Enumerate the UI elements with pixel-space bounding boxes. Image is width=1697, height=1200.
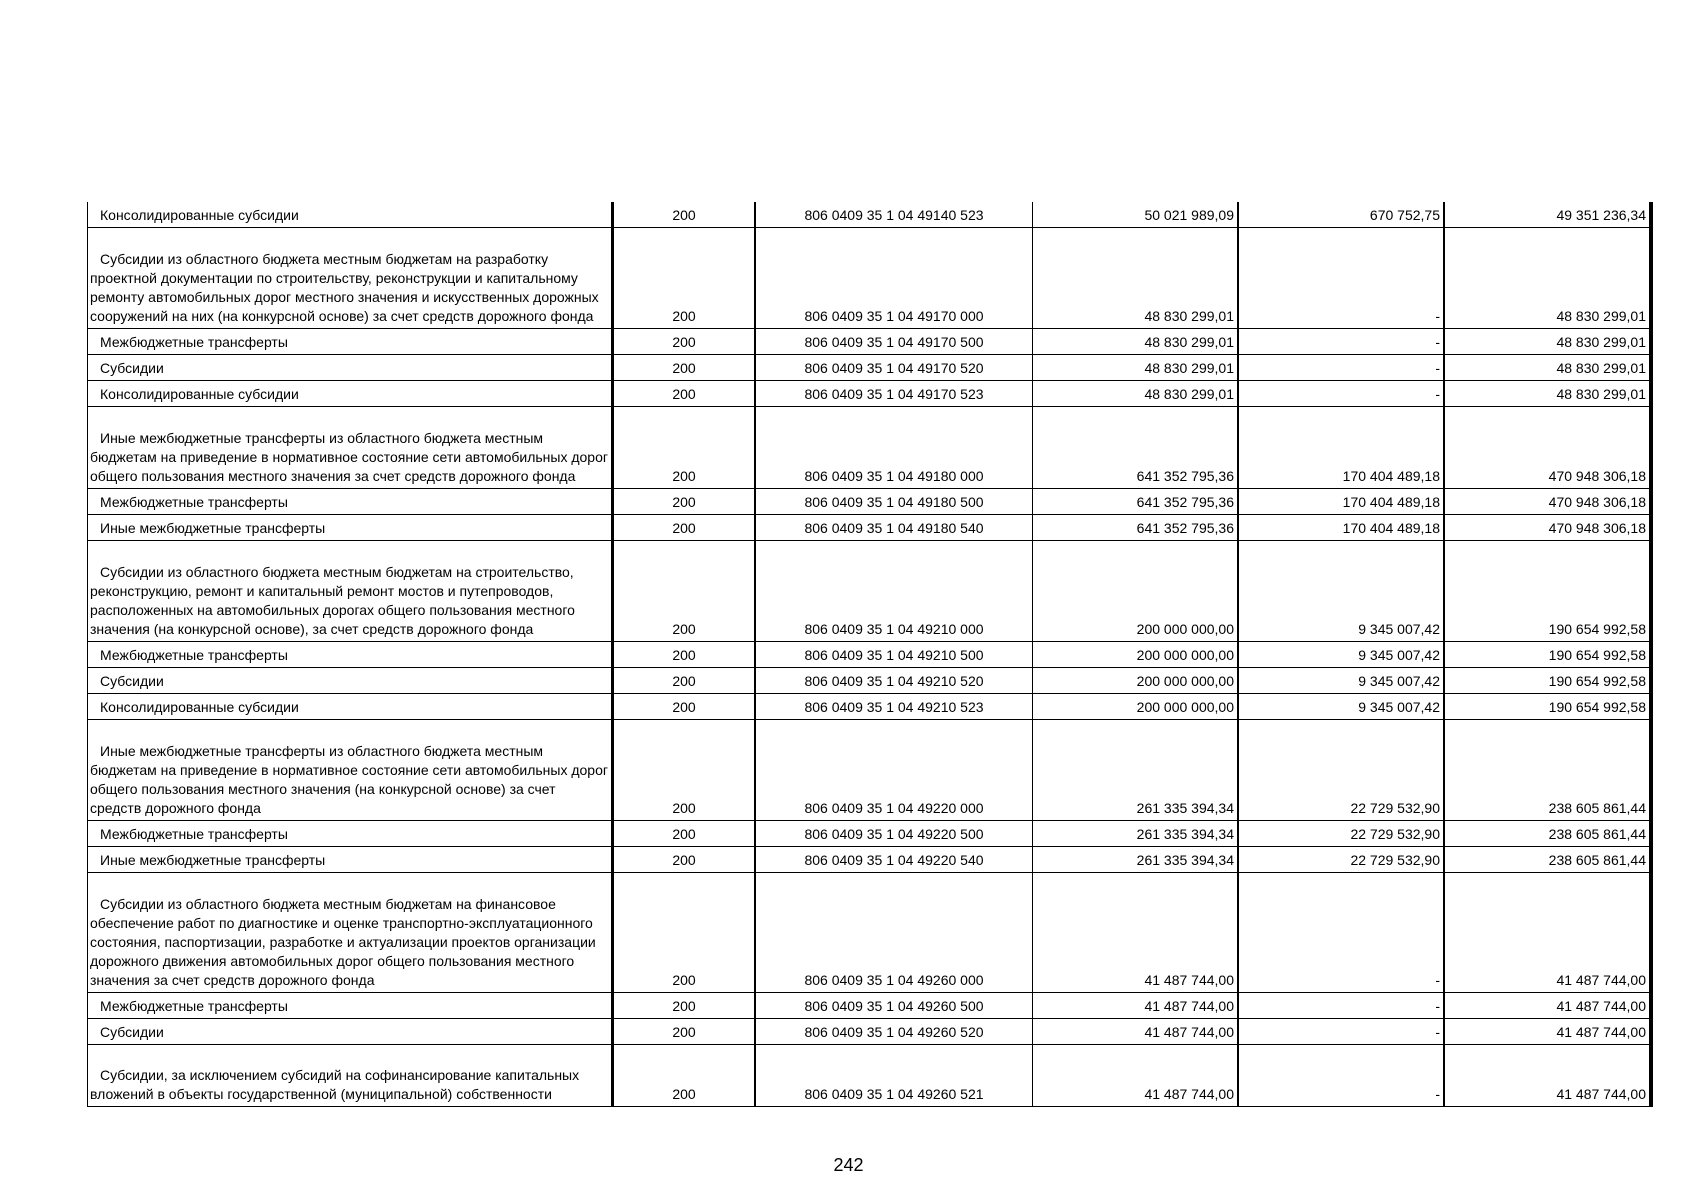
row-name-cell [88, 202, 613, 227]
budget-table [87, 202, 1653, 1107]
row-name-text: Субсидии [100, 359, 164, 376]
row-remaining-cell: 48 830 299,01 [1444, 354, 1651, 380]
table-row [88, 406, 1652, 488]
row-classification-cell: 806 0409 35 1 04 49220 540 [755, 846, 1033, 872]
row-name-text: Консолидированные субсидии [100, 698, 299, 715]
row-code-cell: 200 [613, 992, 756, 1018]
row-remaining-cell: 238 605 861,44 [1444, 820, 1651, 846]
row-name-text: Иные межбюджетные трансферты [100, 851, 326, 868]
row-name-text: Субсидии из областного бюджета местным бюджетам на финансовое обеспечение работ по диагностике и оценке транспортно-эксплуатационного состояния, паспортизации, разработке и актуализации проектов организации дорожного движения автомобильных дорог общего пользования местного значения за счет средств дорожного фонда [90, 895, 596, 988]
row-approved-cell: 41 487 744,00 [1033, 992, 1239, 1018]
row-code-cell: 200 [613, 380, 756, 406]
row-name-text: Иные межбюджетные трансферты из областного бюджета местным бюджетам на приведение в нормативное состояние сети автомобильных дорог общего пользования местного значения (на конкурсной основе) за счет средств дорожного фонда [90, 742, 608, 816]
table-row [88, 514, 1652, 540]
row-approved-cell: 48 830 299,01 [1033, 354, 1239, 380]
row-approved-cell: 48 830 299,01 [1033, 227, 1239, 328]
table-row [88, 719, 1652, 820]
row-name-cell [88, 719, 613, 820]
row-name-text: Межбюджетные трансферты [100, 825, 288, 842]
row-classification-cell: 806 0409 35 1 04 49170 520 [755, 354, 1033, 380]
page-number: 242 [833, 1155, 864, 1175]
row-approved-cell: 261 335 394,34 [1033, 719, 1239, 820]
row-approved-cell: 261 335 394,34 [1033, 820, 1239, 846]
row-name-text: Межбюджетные трансферты [100, 493, 288, 510]
row-code-cell: 200 [613, 328, 756, 354]
row-executed-cell: 170 404 489,18 [1238, 514, 1444, 540]
table-row [88, 820, 1652, 846]
row-approved-cell: 641 352 795,36 [1033, 488, 1239, 514]
row-code-cell: 200 [613, 514, 756, 540]
row-name-cell [88, 693, 613, 719]
row-name-text: Иные межбюджетные трансферты [100, 519, 326, 536]
row-executed-cell: 670 752,75 [1238, 202, 1444, 227]
row-name-cell [88, 1044, 613, 1106]
row-remaining-cell: 190 654 992,58 [1444, 641, 1651, 667]
row-code-cell: 200 [613, 227, 756, 328]
row-name-cell [88, 540, 613, 641]
row-remaining-cell: 238 605 861,44 [1444, 719, 1651, 820]
table-row [88, 488, 1652, 514]
table-row [88, 227, 1652, 328]
row-classification-cell: 806 0409 35 1 04 49210 520 [755, 667, 1033, 693]
row-code-cell: 200 [613, 540, 756, 641]
row-classification-cell: 806 0409 35 1 04 49180 540 [755, 514, 1033, 540]
row-code-cell: 200 [613, 1018, 756, 1044]
row-classification-cell: 806 0409 35 1 04 49260 521 [755, 1044, 1033, 1106]
row-executed-cell: 9 345 007,42 [1238, 693, 1444, 719]
table-row [88, 693, 1652, 719]
row-executed-cell: - [1238, 1044, 1444, 1106]
row-remaining-cell: 41 487 744,00 [1444, 1044, 1651, 1106]
row-code-cell: 200 [613, 202, 756, 227]
row-approved-cell: 41 487 744,00 [1033, 872, 1239, 992]
row-name-cell [88, 406, 613, 488]
row-code-cell: 200 [613, 641, 756, 667]
row-approved-cell: 200 000 000,00 [1033, 667, 1239, 693]
row-remaining-cell: 190 654 992,58 [1444, 540, 1651, 641]
table-row [88, 872, 1652, 992]
row-executed-cell: - [1238, 227, 1444, 328]
row-code-cell: 200 [613, 406, 756, 488]
row-name-text: Субсидии из областного бюджета местным бюджетам на строительство, реконструкцию, ремонт и капитальный ремонт мостов и путепроводов, расположенных на автомобильных дорогах общего пользования местного значения (на конкурсной основе), за счет средств дорожного фонда [90, 563, 575, 637]
row-classification-cell: 806 0409 35 1 04 49180 500 [755, 488, 1033, 514]
row-name-cell [88, 992, 613, 1018]
table-row [88, 540, 1652, 641]
row-executed-cell: 9 345 007,42 [1238, 540, 1444, 641]
row-name-cell [88, 488, 613, 514]
row-name-cell [88, 227, 613, 328]
row-name-cell [88, 667, 613, 693]
row-classification-cell: 806 0409 35 1 04 49210 500 [755, 641, 1033, 667]
row-remaining-cell: 41 487 744,00 [1444, 872, 1651, 992]
table-row [88, 380, 1652, 406]
row-executed-cell: - [1238, 1018, 1444, 1044]
row-classification-cell: 806 0409 35 1 04 49220 500 [755, 820, 1033, 846]
row-executed-cell: - [1238, 992, 1444, 1018]
row-approved-cell: 200 000 000,00 [1033, 540, 1239, 641]
row-remaining-cell: 470 948 306,18 [1444, 488, 1651, 514]
row-approved-cell: 200 000 000,00 [1033, 693, 1239, 719]
row-classification-cell: 806 0409 35 1 04 49220 000 [755, 719, 1033, 820]
row-code-cell: 200 [613, 872, 756, 992]
row-name-cell [88, 846, 613, 872]
row-classification-cell: 806 0409 35 1 04 49170 500 [755, 328, 1033, 354]
table-row [88, 641, 1652, 667]
row-name-text: Иные межбюджетные трансферты из областного бюджета местным бюджетам на приведение в нормативное состояние сети автомобильных дорог общего пользования местного значения за счет средств дорожного фонда [90, 429, 608, 484]
row-classification-cell: 806 0409 35 1 04 49140 523 [755, 202, 1033, 227]
row-executed-cell: 170 404 489,18 [1238, 406, 1444, 488]
row-classification-cell: 806 0409 35 1 04 49260 000 [755, 872, 1033, 992]
row-name-text: Субсидии [100, 1023, 164, 1040]
row-approved-cell: 41 487 744,00 [1033, 1018, 1239, 1044]
row-approved-cell: 41 487 744,00 [1033, 1044, 1239, 1106]
row-classification-cell: 806 0409 35 1 04 49260 520 [755, 1018, 1033, 1044]
row-remaining-cell: 470 948 306,18 [1444, 514, 1651, 540]
row-executed-cell: 9 345 007,42 [1238, 641, 1444, 667]
row-classification-cell: 806 0409 35 1 04 49260 500 [755, 992, 1033, 1018]
row-classification-cell: 806 0409 35 1 04 49170 000 [755, 227, 1033, 328]
row-name-text: Межбюджетные трансферты [100, 333, 288, 350]
row-executed-cell: - [1238, 328, 1444, 354]
row-classification-cell: 806 0409 35 1 04 49170 523 [755, 380, 1033, 406]
table-row [88, 354, 1652, 380]
row-classification-cell: 806 0409 35 1 04 49180 000 [755, 406, 1033, 488]
row-name-text: Консолидированные субсидии [100, 206, 299, 223]
row-approved-cell: 50 021 989,09 [1033, 202, 1239, 227]
row-code-cell: 200 [613, 820, 756, 846]
row-code-cell: 200 [613, 719, 756, 820]
row-remaining-cell: 49 351 236,34 [1444, 202, 1651, 227]
row-name-cell [88, 514, 613, 540]
table-row [88, 202, 1652, 227]
row-code-cell: 200 [613, 354, 756, 380]
row-name-text: Субсидии [100, 672, 164, 689]
row-executed-cell: - [1238, 380, 1444, 406]
row-remaining-cell: 41 487 744,00 [1444, 1018, 1651, 1044]
row-name-cell [88, 872, 613, 992]
row-name-cell [88, 1018, 613, 1044]
row-remaining-cell: 48 830 299,01 [1444, 227, 1651, 328]
row-name-cell [88, 820, 613, 846]
row-approved-cell: 261 335 394,34 [1033, 846, 1239, 872]
row-name-cell [88, 380, 613, 406]
row-approved-cell: 48 830 299,01 [1033, 380, 1239, 406]
row-executed-cell: 170 404 489,18 [1238, 488, 1444, 514]
row-code-cell: 200 [613, 693, 756, 719]
row-remaining-cell: 238 605 861,44 [1444, 846, 1651, 872]
budget-table-container [87, 202, 1646, 1107]
row-remaining-cell: 48 830 299,01 [1444, 380, 1651, 406]
row-executed-cell: 9 345 007,42 [1238, 667, 1444, 693]
row-executed-cell: 22 729 532,90 [1238, 820, 1444, 846]
row-executed-cell: 22 729 532,90 [1238, 719, 1444, 820]
row-name-cell [88, 641, 613, 667]
row-remaining-cell: 190 654 992,58 [1444, 693, 1651, 719]
row-code-cell: 200 [613, 846, 756, 872]
row-remaining-cell: 48 830 299,01 [1444, 328, 1651, 354]
row-approved-cell: 641 352 795,36 [1033, 406, 1239, 488]
budget-table-body [88, 202, 1652, 1106]
row-name-text: Субсидии, за исключением субсидий на софинансирование капитальных вложений в объекты государственной (муниципальной) собственности [90, 1066, 580, 1102]
table-row [88, 667, 1652, 693]
row-classification-cell: 806 0409 35 1 04 49210 000 [755, 540, 1033, 641]
row-name-text: Консолидированные субсидии [100, 385, 299, 402]
table-row [88, 846, 1652, 872]
row-code-cell: 200 [613, 488, 756, 514]
row-code-cell: 200 [613, 667, 756, 693]
row-name-cell [88, 354, 613, 380]
row-classification-cell: 806 0409 35 1 04 49210 523 [755, 693, 1033, 719]
table-row [88, 1044, 1652, 1106]
row-remaining-cell: 41 487 744,00 [1444, 992, 1651, 1018]
row-name-text: Субсидии из областного бюджета местным бюджетам на разработку проектной документации по строительству, реконструкции и капитальному ремонту автомобильных дорог местного значения и искусственных дорожных сооружений на них (на конкурсной основе) за счет средств дорожного фонда [90, 250, 599, 324]
table-row [88, 1018, 1652, 1044]
row-executed-cell: 22 729 532,90 [1238, 846, 1444, 872]
row-approved-cell: 48 830 299,01 [1033, 328, 1239, 354]
row-code-cell: 200 [613, 1044, 756, 1106]
row-approved-cell: 641 352 795,36 [1033, 514, 1239, 540]
row-remaining-cell: 470 948 306,18 [1444, 406, 1651, 488]
row-executed-cell: - [1238, 354, 1444, 380]
row-name-text: Межбюджетные трансферты [100, 997, 288, 1014]
table-row [88, 328, 1652, 354]
row-approved-cell: 200 000 000,00 [1033, 641, 1239, 667]
row-name-text: Межбюджетные трансферты [100, 646, 288, 663]
row-remaining-cell: 190 654 992,58 [1444, 667, 1651, 693]
table-row [88, 992, 1652, 1018]
row-name-cell [88, 328, 613, 354]
row-executed-cell: - [1238, 872, 1444, 992]
